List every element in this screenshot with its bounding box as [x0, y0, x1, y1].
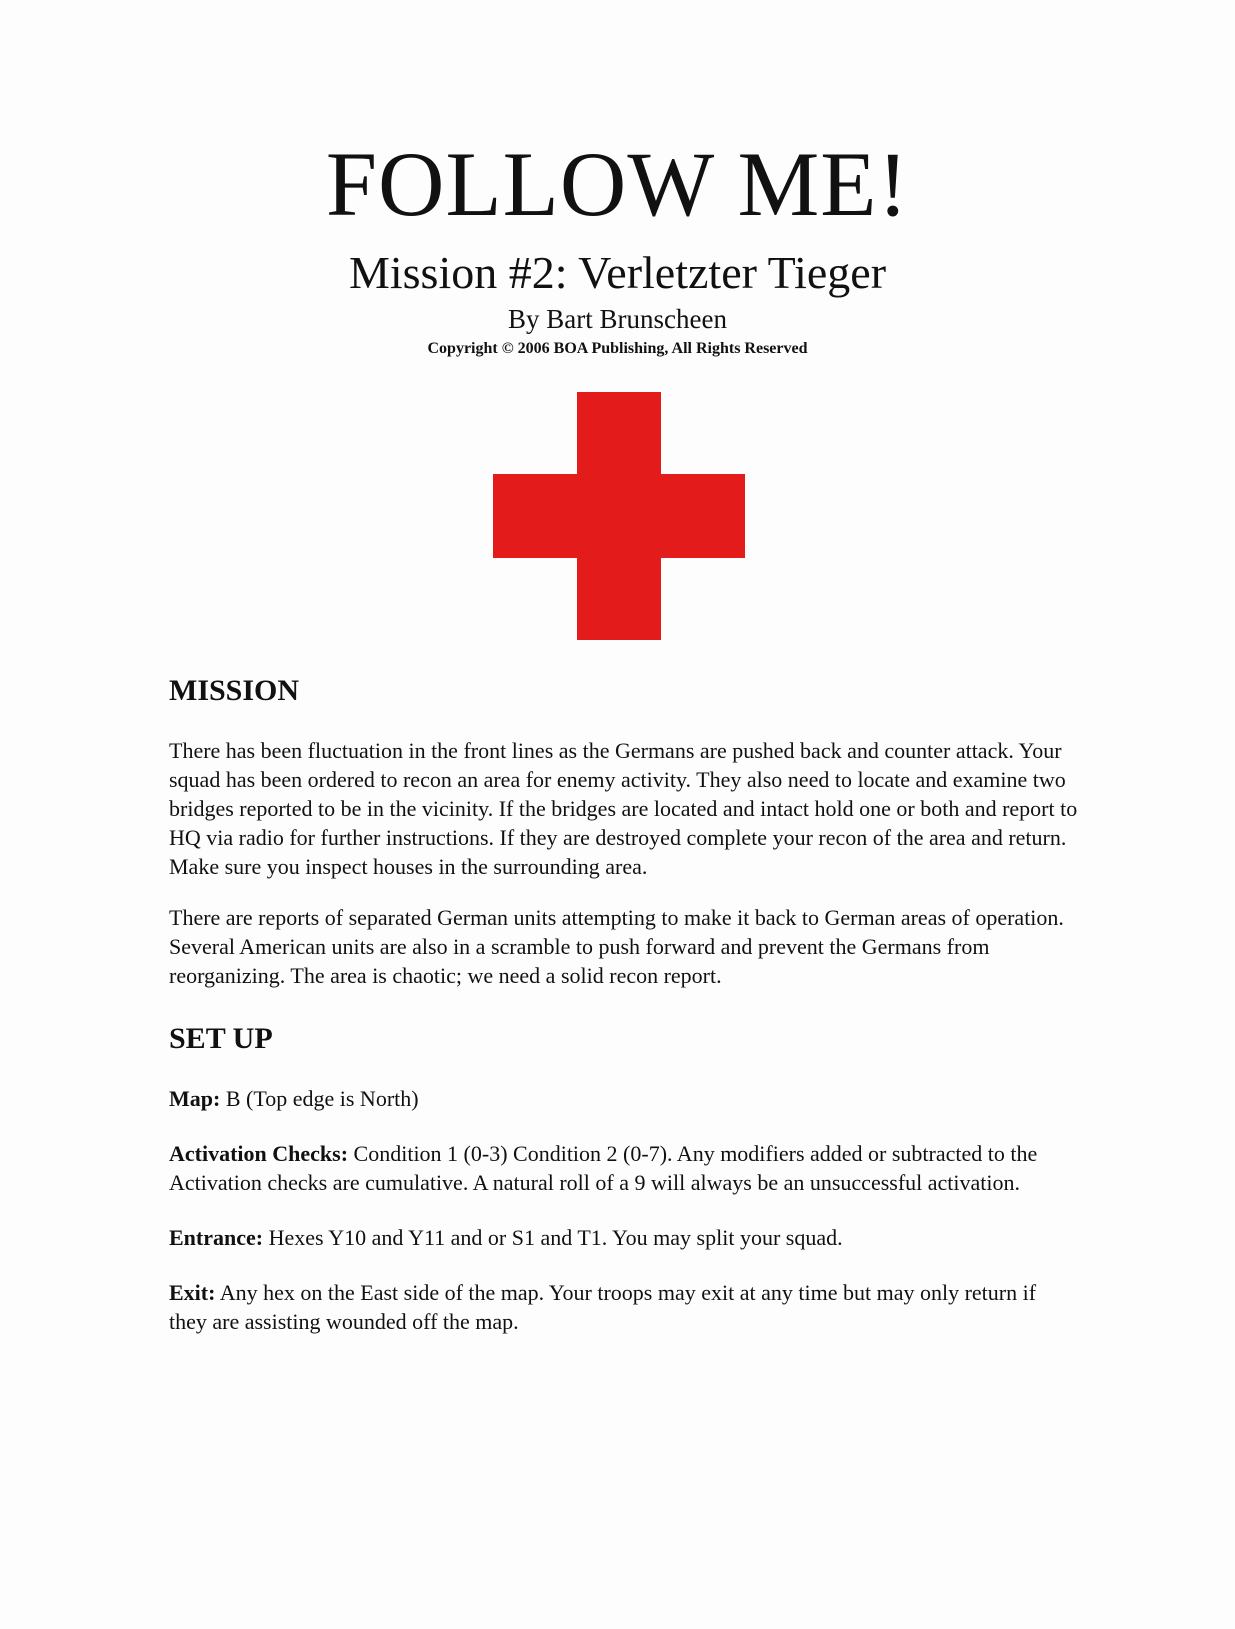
field-label: Map: — [169, 1086, 221, 1111]
document-body — [169, 676, 1079, 1362]
field-label: Activation Checks: — [169, 1141, 349, 1166]
setup-field-activation-checks — [169, 1139, 1079, 1197]
field-text: Any hex on the East side of the map. Your troops may exit at any time but may only return if they are assisting wounded off the map. — [169, 1280, 1037, 1334]
field-text: Condition 1 (0-3) Condition 2 (0-7). Any modifiers added or subtracted to the Activation checks are cumulative. A natural roll of a 9 will always be an unsuccessful activation. — [169, 1141, 1038, 1195]
mission-heading: MISSION — [169, 674, 300, 707]
red-cross-horizontal-bar — [493, 474, 745, 558]
red-cross-icon — [493, 392, 745, 640]
field-label: Entrance: — [169, 1225, 264, 1250]
document-title: FOLLOW ME! — [325, 133, 910, 235]
mission-subtitle: Mission #2: Verletzter Tieger — [348, 247, 887, 298]
field-text: B (Top edge is North) — [220, 1086, 419, 1111]
field-text: Hexes Y10 and Y11 and or S1 and T1. You may split your squad. — [263, 1225, 843, 1250]
field-label: Exit: — [169, 1280, 216, 1305]
setup-field-entrance — [169, 1223, 1079, 1252]
author-line: By Bart Brunscheen — [508, 304, 727, 334]
copyright-line: Copyright © 2006 BOA Publishing, All Rights Reserved — [427, 340, 808, 357]
mission-paragraph-1: There has been fluctuation in the front lines as the Germans are pushed back and counter attack. Your squad has been ordered to recon an area for enemy activity. They also need to locate and examine two bridges reported to be in the vicinity. If the bridges are located and intact hold one or both and report to HQ via radio for further instructions. If they are destroyed complete your recon of the area and return. Make sure you inspect houses in the surrounding area. — [169, 738, 1078, 879]
setup-field-map — [169, 1084, 1079, 1113]
setup-field-exit — [169, 1278, 1079, 1336]
mission-paragraph-2: There are reports of separated German units attempting to make it back to German areas of operation. Several American units are also in a scramble to push forward and prevent the Germans from reorganizing. The area is chaotic; we need a solid recon report. — [169, 905, 1064, 988]
setup-heading: SET UP — [169, 1022, 273, 1055]
